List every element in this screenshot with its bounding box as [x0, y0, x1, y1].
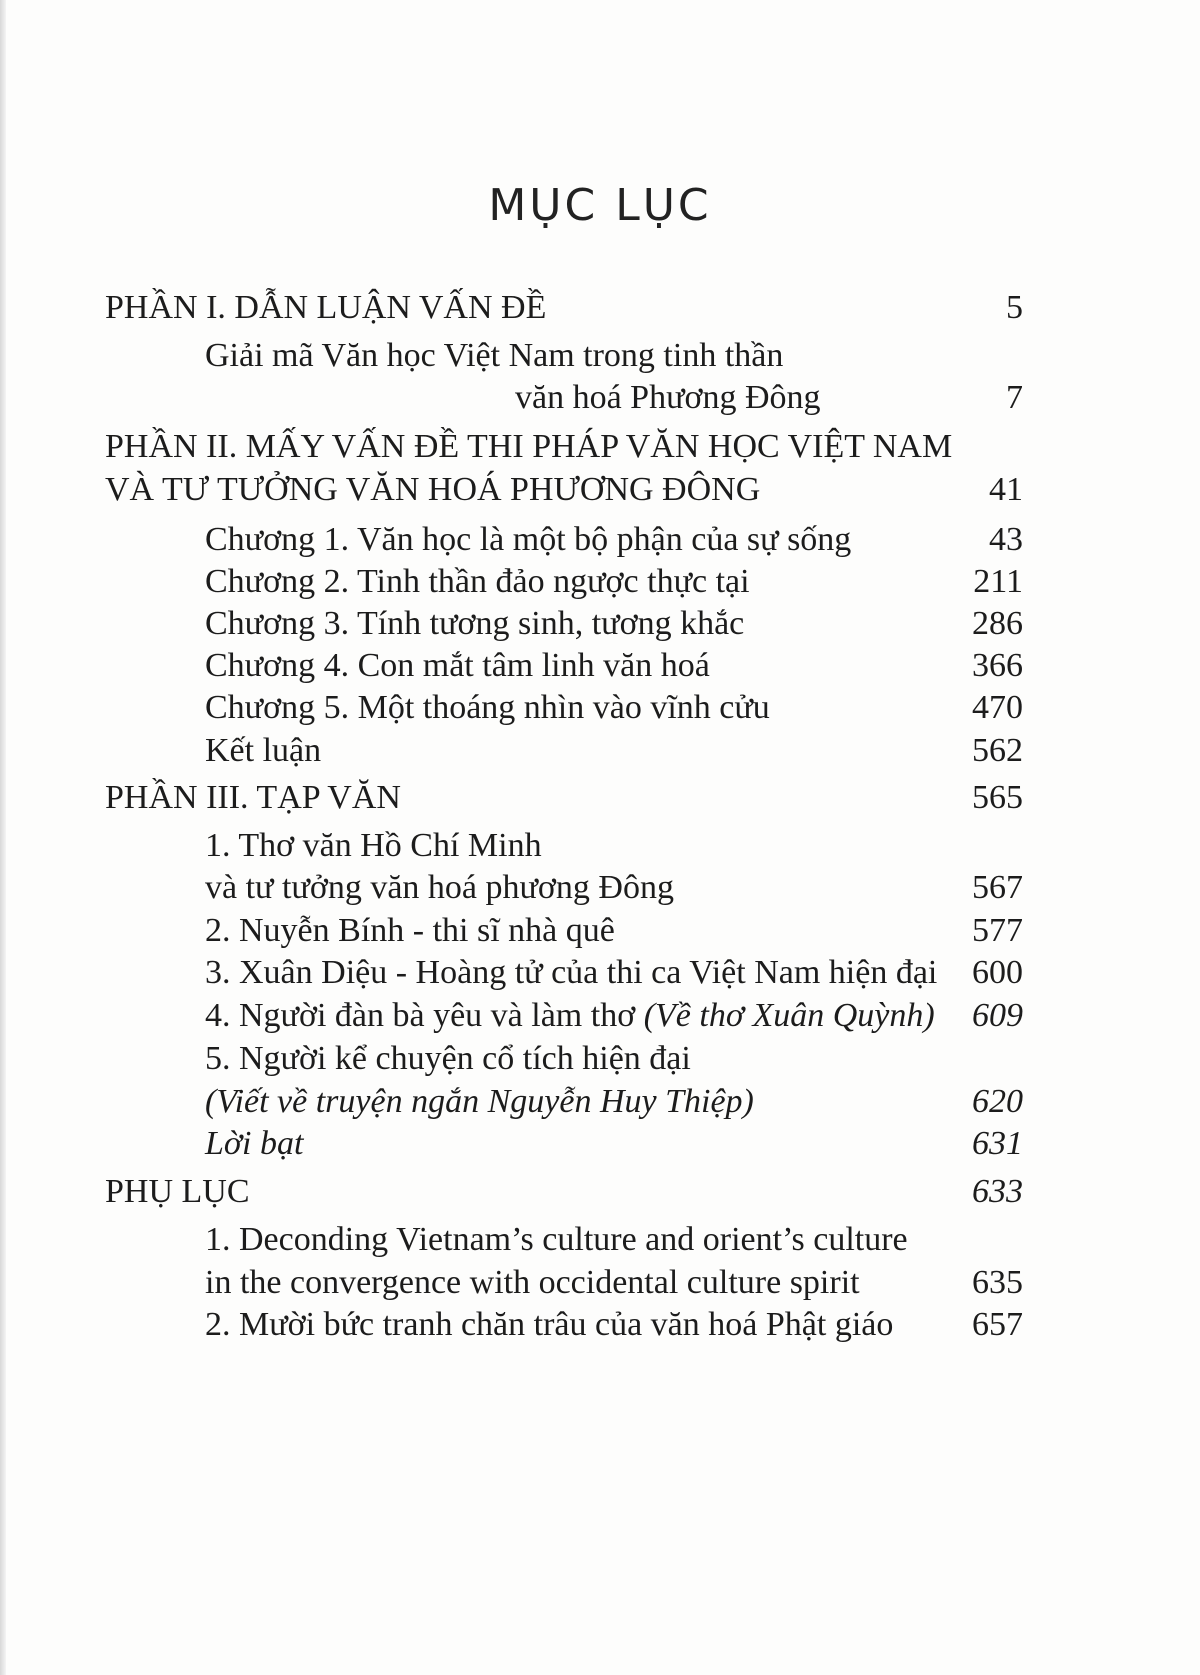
toc-page-number: 366	[972, 647, 1023, 684]
toc-entry-text: Chương 1. Văn học là một bộ phận của sự sống	[205, 521, 852, 558]
toc-page-number: 286	[972, 605, 1023, 642]
toc-entry	[205, 602, 1023, 646]
toc-part-2	[105, 425, 1023, 469]
toc-page-number: 470	[972, 689, 1023, 726]
toc-entry	[205, 518, 1023, 562]
toc-page-number: 633	[972, 1173, 1023, 1210]
toc-entry	[205, 1122, 1023, 1166]
toc-part-3	[105, 776, 1023, 820]
toc-page-number: 5	[1006, 289, 1023, 326]
toc-entry	[205, 1037, 1023, 1081]
toc-entry	[205, 560, 1023, 604]
toc-page-number: 41	[989, 471, 1023, 508]
toc-entry-text: PHẦN III. TẠP VĂN	[105, 779, 401, 816]
toc-entry	[205, 1261, 1023, 1305]
toc-entry	[205, 951, 1023, 995]
toc-part-2-cont	[105, 468, 1023, 512]
toc-entry-text: Chương 3. Tính tương sinh, tương khắc	[205, 605, 745, 642]
toc-page-number: 631	[972, 1125, 1023, 1162]
toc-entry	[515, 376, 1023, 420]
toc-entry	[205, 644, 1023, 688]
toc-entry-subtitle: (Về thơ Xuân Quỳnh)	[643, 997, 935, 1034]
toc-entry-text: 2. Mười bức tranh chăn trâu của văn hoá Phật giáo	[205, 1306, 894, 1343]
toc-entry-text: 5. Người kể chuyện cổ tích hiện đại	[205, 1040, 691, 1077]
toc-page-number: 577	[972, 912, 1023, 949]
toc-entry-main: 4. Người đàn bà yêu và làm thơ	[205, 997, 636, 1034]
toc-page-number: 620	[972, 1083, 1023, 1120]
toc-entry	[205, 1080, 1023, 1124]
toc-entry-text	[205, 994, 935, 1038]
toc-page-number: 565	[972, 779, 1023, 816]
toc-page-number: 609	[972, 997, 1023, 1034]
toc-part-1	[105, 286, 1023, 330]
toc-entry-text: và tư tưởng văn hoá phương Đông	[205, 869, 674, 906]
toc-entry-text: Lời bạt	[205, 1125, 304, 1162]
scan-edge	[0, 0, 6, 1675]
toc-entry-text: Chương 4. Con mắt tâm linh văn hoá	[205, 647, 710, 684]
toc-entry	[205, 909, 1023, 953]
toc-entry	[205, 1218, 1023, 1262]
toc-entry-text: 3. Xuân Diệu - Hoàng tử của thi ca Việt Nam hiện đại	[205, 954, 938, 991]
toc-entry-text: Giải mã Văn học Việt Nam trong tinh thần	[205, 337, 784, 374]
toc-page-number: 600	[972, 954, 1023, 991]
toc-entry-text: Chương 5. Một thoáng nhìn vào vĩnh cửu	[205, 689, 770, 726]
toc-entry	[205, 824, 1023, 868]
toc-entry-text: PHẦN I. DẪN LUẬN VẤN ĐỀ	[105, 289, 547, 326]
toc-entry	[205, 866, 1023, 910]
toc-entry	[205, 686, 1023, 730]
toc-entry-text: (Viết về truyện ngắn Nguyễn Huy Thiệp)	[205, 1083, 754, 1120]
toc-entry	[205, 334, 1023, 378]
page-title: MỤC LỤC	[488, 180, 712, 231]
toc-page-number: 657	[972, 1306, 1023, 1343]
toc-entry-text: VÀ TƯ TƯỞNG VĂN HOÁ PHƯƠNG ĐÔNG	[105, 471, 761, 508]
toc-entry-text: 1. Deconding Vietnam’s culture and orient’s culture	[205, 1221, 908, 1258]
toc-page-number: 635	[972, 1264, 1023, 1301]
toc-entry	[205, 729, 1023, 773]
toc-entry-text: PHỤ LỤC	[105, 1173, 250, 1210]
toc-entry	[205, 994, 1023, 1038]
toc-entry	[205, 1303, 1023, 1347]
toc-entry-text: Kết luận	[205, 732, 322, 769]
toc-page-number: 567	[972, 869, 1023, 906]
toc-page-number: 562	[972, 732, 1023, 769]
toc-page-number: 7	[1006, 379, 1023, 416]
toc-entry-text: văn hoá Phương Đông	[515, 379, 821, 416]
toc-entry-text: in the convergence with occidental culture spirit	[205, 1264, 860, 1301]
toc-entry-text: Chương 2. Tinh thần đảo ngược thực tại	[205, 563, 750, 600]
toc-entry-text: 2. Nuyễn Bính - thi sĩ nhà quê	[205, 912, 615, 949]
toc-page-number: 43	[989, 521, 1023, 558]
toc-entry-text: PHẦN II. MẤY VẤN ĐỀ THI PHÁP VĂN HỌC VIỆT NAM	[105, 428, 953, 465]
toc-entry-text: 1. Thơ văn Hồ Chí Minh	[205, 827, 542, 864]
toc-appendix	[105, 1170, 1023, 1214]
toc-page-number: 211	[973, 563, 1023, 600]
